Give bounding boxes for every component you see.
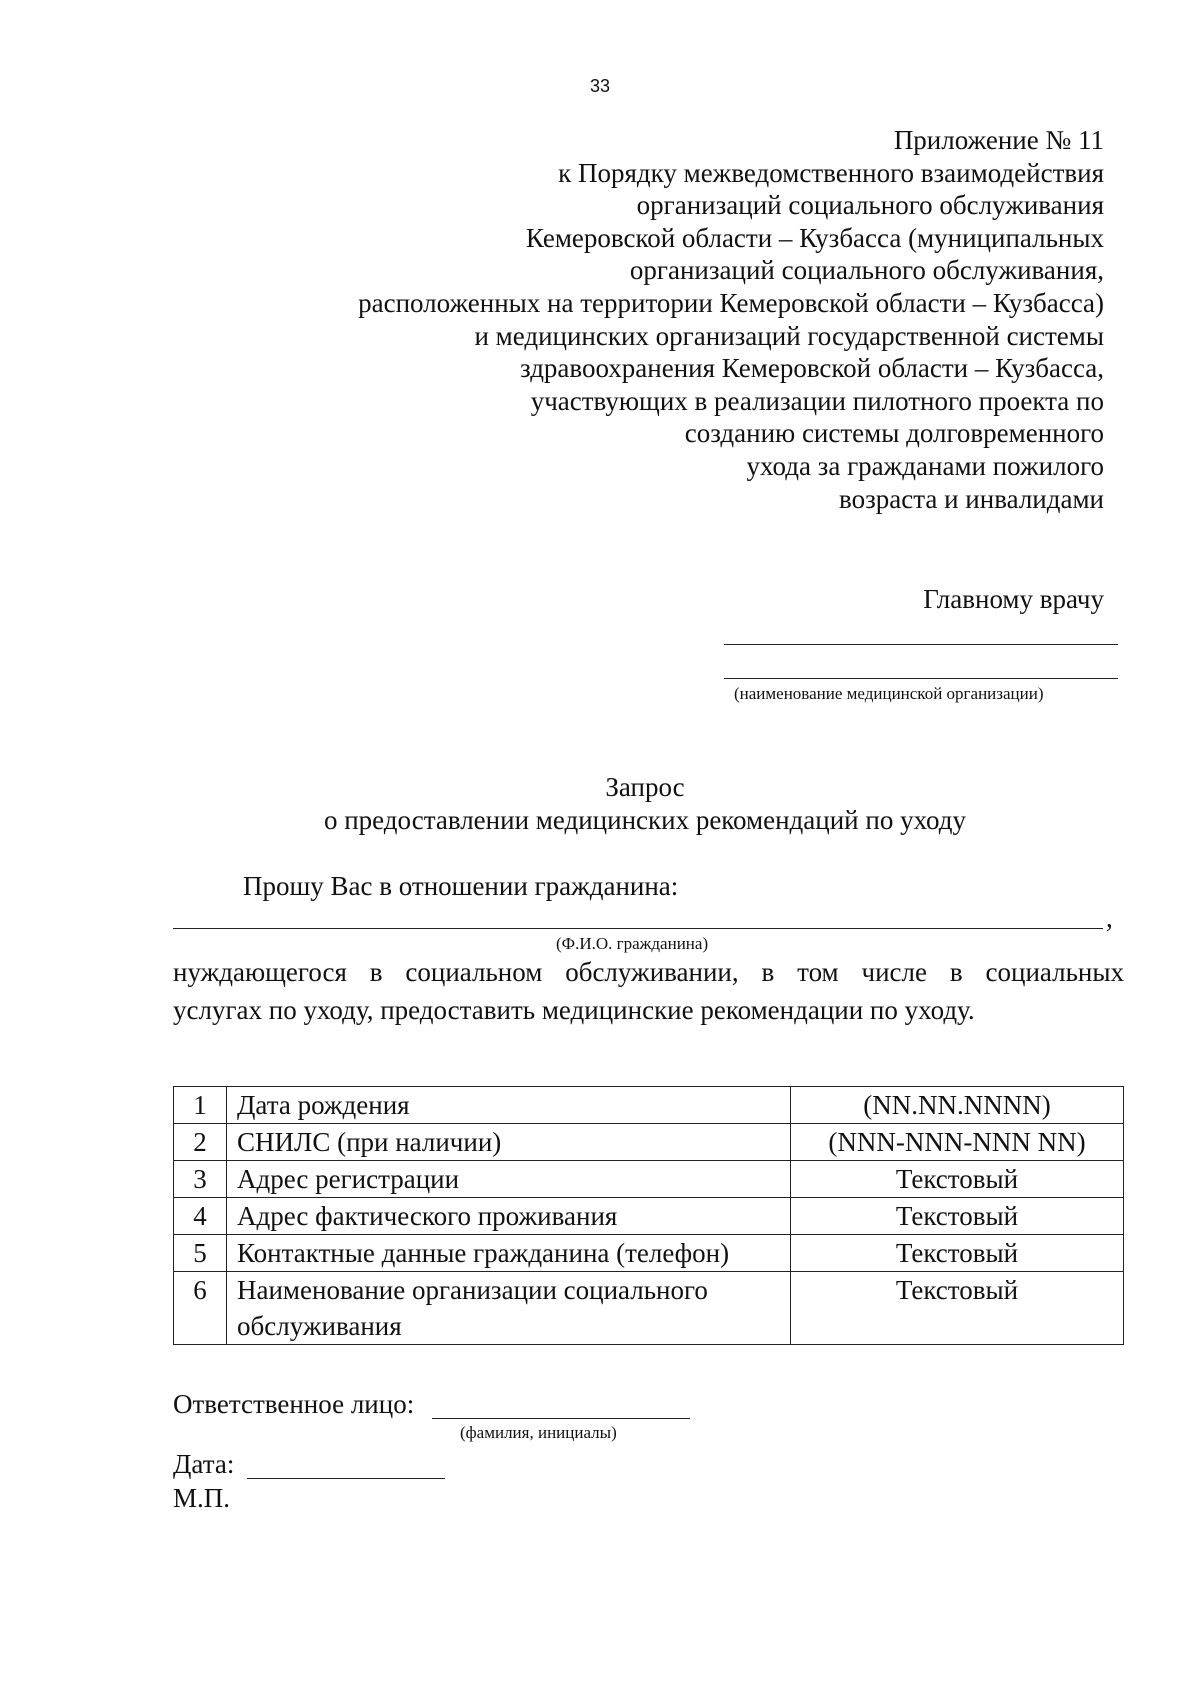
row-number: 6 bbox=[174, 1272, 227, 1345]
annex-line: ухода за гражданами пожилого bbox=[746, 450, 1104, 481]
row-number: 5 bbox=[174, 1235, 227, 1272]
row-field: Адрес фактического проживания bbox=[227, 1198, 791, 1235]
table-row bbox=[174, 1087, 1124, 1124]
row-number: 3 bbox=[174, 1161, 227, 1198]
request-body-line-2: услугах по уходу, предоставить медицинские рекомендации по уходу. bbox=[173, 995, 975, 1025]
annex-line: организаций социального обслуживания bbox=[636, 190, 1104, 221]
responsible-caption: (фамилия, инициалы) bbox=[460, 1423, 617, 1442]
request-intro: Прошу Вас в отношении гражданина: bbox=[243, 871, 679, 901]
annex-line: созданию системы долговременного bbox=[684, 418, 1104, 449]
annex-header bbox=[204, 124, 1104, 515]
row-field: Дата рождения bbox=[227, 1087, 791, 1124]
annex-line: Приложение № 11 bbox=[893, 125, 1104, 155]
annex-line: организаций социального обслуживания, bbox=[629, 255, 1104, 286]
row-format: Текстовый bbox=[791, 1272, 1124, 1345]
row-format: Текстовый bbox=[791, 1235, 1124, 1272]
request-body-line-1: нуждающегося в социальном обслуживании, в том числе в социальных bbox=[173, 957, 1124, 987]
org-name-line-2 bbox=[724, 678, 1118, 679]
annex-line: здравоохранения Кемеровской области – Кузбасса, bbox=[520, 353, 1104, 384]
table-row bbox=[174, 1198, 1124, 1235]
row-format: (NNN-NNN-NNN NN) bbox=[791, 1124, 1124, 1161]
annex-line: Кемеровской области – Кузбасса (муниципальных bbox=[525, 222, 1104, 253]
row-field: Наименование организации социального обслуживания bbox=[227, 1272, 791, 1345]
row-field: Адрес регистрации bbox=[227, 1161, 791, 1198]
date-label: Дата: bbox=[173, 1449, 235, 1479]
row-format: Текстовый bbox=[791, 1161, 1124, 1198]
row-number: 4 bbox=[174, 1198, 227, 1235]
row-field: Контактные данные гражданина (телефон) bbox=[227, 1235, 791, 1272]
row-format: (NN.NN.NNNN) bbox=[791, 1087, 1124, 1124]
row-number: 2 bbox=[174, 1124, 227, 1161]
page-number: 33 bbox=[589, 76, 611, 96]
request-subtitle: о предоставлении медицинских рекомендаций по уходу bbox=[323, 805, 966, 835]
name-line-comma: , bbox=[1106, 903, 1113, 933]
table-row bbox=[174, 1161, 1124, 1198]
annex-line: расположенных на территории Кемеровской области – Кузбасса) bbox=[358, 287, 1104, 318]
org-name-caption: (наименование медицинской организации) bbox=[734, 684, 1044, 703]
request-title: Запрос bbox=[605, 772, 685, 802]
annex-line: к Порядку межведомственного взаимодействия bbox=[558, 157, 1104, 188]
citizen-name-caption: (Ф.И.О. гражданина) bbox=[556, 934, 709, 953]
annex-line: и медицинских организаций государственной системы bbox=[474, 320, 1104, 351]
row-format: Текстовый bbox=[791, 1198, 1124, 1235]
citizen-name-line bbox=[173, 928, 1103, 929]
row-number: 1 bbox=[174, 1087, 227, 1124]
date-line bbox=[247, 1478, 445, 1479]
table-row bbox=[174, 1124, 1124, 1161]
addressee-label: Главному врачу bbox=[923, 584, 1104, 614]
annex-line: возраста и инвалидами bbox=[839, 483, 1104, 514]
row-field: СНИЛС (при наличии) bbox=[227, 1124, 791, 1161]
table-row bbox=[174, 1272, 1124, 1345]
responsible-label: Ответственное лицо: bbox=[173, 1389, 415, 1419]
table-row bbox=[174, 1235, 1124, 1272]
annex-line: участвующих в реализации пилотного проекта по bbox=[530, 385, 1104, 416]
citizen-data-table bbox=[173, 1086, 1124, 1345]
org-name-line-1 bbox=[724, 644, 1118, 645]
responsible-signature-line bbox=[432, 1418, 690, 1419]
stamp-label: М.П. bbox=[173, 1483, 231, 1513]
